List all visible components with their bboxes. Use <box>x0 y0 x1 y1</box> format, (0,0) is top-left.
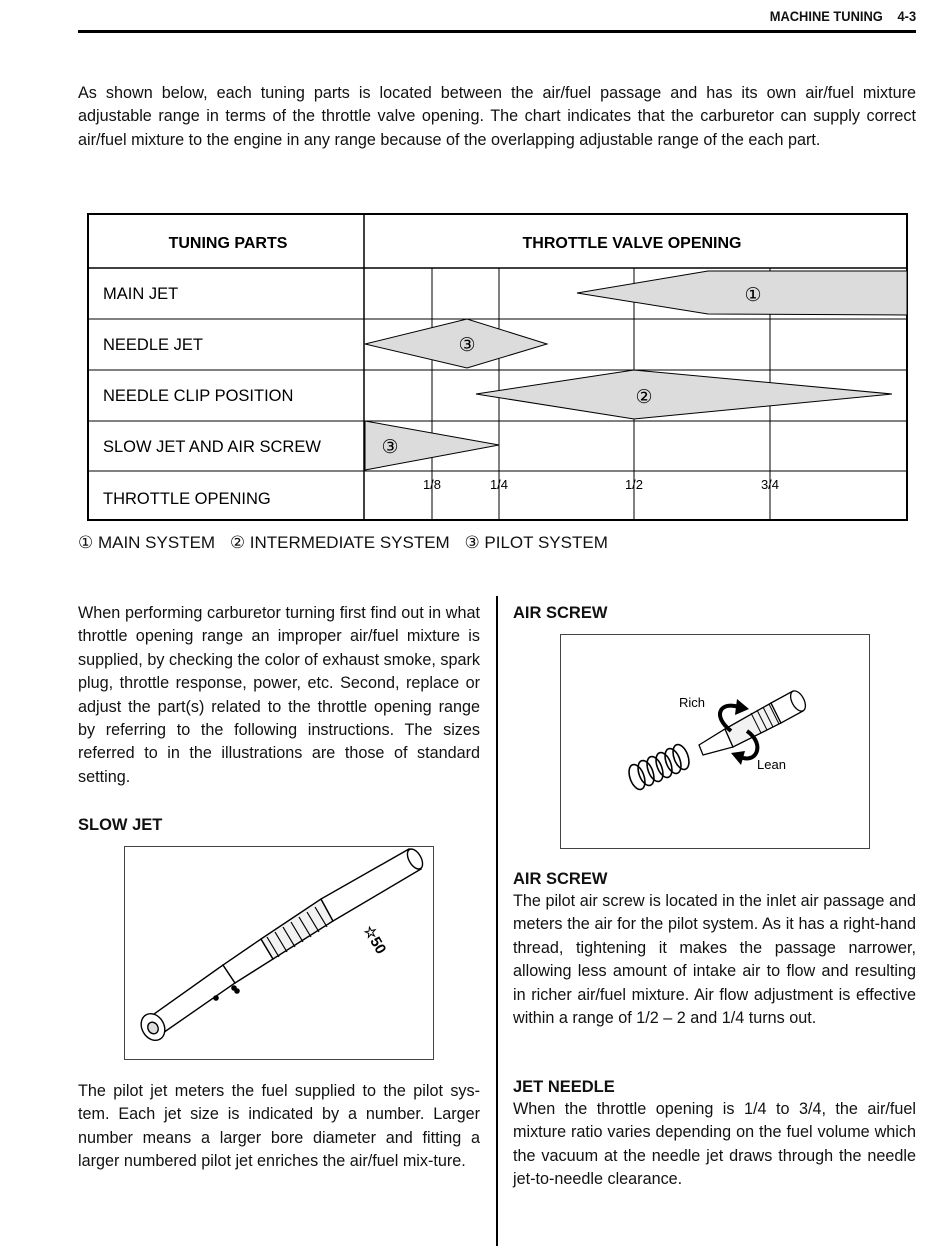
air-screw-rich-label: Rich <box>679 695 706 710</box>
tick-label-1-2: 1/2 <box>624 477 644 492</box>
row-label-throttle-opening: THROTTLE OPENING <box>103 490 271 508</box>
main-jet-marker: ① <box>744 285 762 306</box>
intro-paragraph: As shown below, each tuning parts is located between the air/fuel passage and has its own air/fuel mixture adjustable range in terms of the throttle valve opening. The chart indicates that the carburetor can supply correct air/fuel mixture to the engine in any range because of the overlapping adjustable range of the each part. <box>78 84 916 149</box>
tick-label-1-8: 1/8 <box>422 477 442 492</box>
legend-pilot-system: ③ PILOT SYSTEM <box>464 533 608 552</box>
air-screw-text-heading: AIR SCREW <box>513 870 608 888</box>
slow-jet-illustration <box>125 847 433 1059</box>
air-screw-paragraph: The pilot air screw is located in the inlet air passage and meters the air for the pilot system. As it has a right-hand thread, tightening it makes the passage narrower, allowing less amount of intake air to flow and resulting in richer air/fuel mixture. Air flow adjustment is effective within a range of 1/2 – 2 and 1/4 turns out. <box>513 892 916 1028</box>
needle-jet-marker: ③ <box>458 335 476 356</box>
table-legend <box>78 533 618 553</box>
row-label-needle-jet: NEEDLE JET <box>103 336 203 354</box>
legend-main-system: ① MAIN SYSTEM <box>78 533 216 552</box>
air-screw-heading: AIR SCREW <box>513 604 608 622</box>
jet-needle-heading: JET NEEDLE <box>513 1078 615 1096</box>
header-section: MACHINE TUNING <box>769 8 883 24</box>
tick-label-1-4: 1/4 <box>489 477 509 492</box>
air-screw-figure <box>560 634 870 849</box>
tick-label-3-4: 3/4 <box>760 477 780 492</box>
legend-intermediate-system: ② INTERMEDIATE SYSTEM <box>229 533 450 552</box>
needle-clip-marker: ② <box>635 387 653 408</box>
table-border <box>88 214 907 520</box>
column-divider <box>496 596 498 1246</box>
air-screw-lean-label: Lean <box>757 757 786 772</box>
slow-jet-marker: ③ <box>381 437 399 458</box>
slow-jet-size-label: ☆50 <box>359 922 390 958</box>
row-label-slow-jet: SLOW JET AND AIR SCREW <box>103 438 321 456</box>
slow-jet-heading: SLOW JET <box>78 816 163 834</box>
row-label-needle-clip: NEEDLE CLIP POSITION <box>103 387 294 405</box>
air-screw-illustration <box>561 635 869 848</box>
col-header-throttle-opening: THROTTLE VALVE OPENING <box>522 235 742 252</box>
row-label-main-jet: MAIN JET <box>103 285 179 303</box>
header-text <box>770 8 916 24</box>
jet-needle-paragraph: When the throttle opening is 1/4 to 3/4, the air/fuel mixture ratio varies depending on the fuel volume which the vacuum at the needle jet draws through the needle jet-to-needle clearance. <box>513 1100 916 1189</box>
carburetor-tuning-paragraph: When performing carburetor turning first find out in what throttle opening range an improper air/fuel mixture is supplied, by checking the color of exhaust smoke, spark plug, throttle response, power, etc. Second, replace or adjust the part(s) related to the throttle opening range by referring to the following instructions. The sizes referred to in the illustrations are those of standard setting. <box>78 604 480 786</box>
slow-jet-figure <box>124 846 434 1060</box>
pilot-jet-paragraph: The pilot jet meters the fuel supplied to the pilot sys-tem. Each jet size is indicated by a number. Larger number means a larger bore diameter and fitting a larger numbered pilot jet enriches the air/fuel mix-ture. <box>78 1082 480 1171</box>
header-page-number: 4-3 <box>897 8 916 24</box>
col-header-tuning-parts: TUNING PARTS <box>168 235 288 252</box>
page-header <box>78 8 916 33</box>
tuning-parts-table <box>87 213 909 523</box>
